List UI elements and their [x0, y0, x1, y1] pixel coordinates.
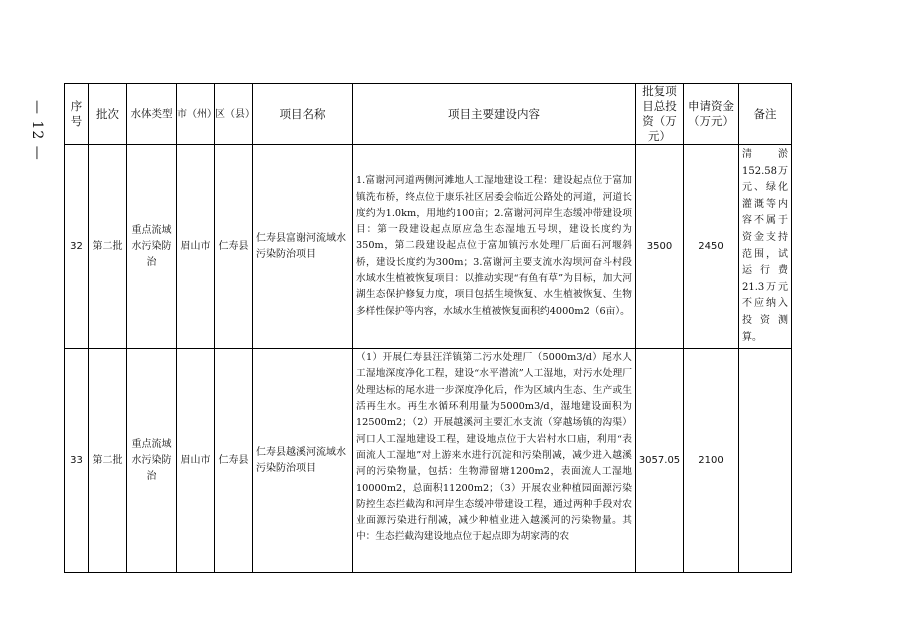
- header-remarks: 备注: [739, 84, 792, 145]
- header-batch: 批次: [89, 84, 127, 145]
- cell-seq: 33: [65, 349, 89, 573]
- cell-remarks: [739, 349, 792, 573]
- cell-county: 仁寿县: [215, 145, 253, 349]
- cell-water-type: 重点流域水污染防治: [127, 145, 177, 349]
- cell-project-name: 仁寿县富谢河流域水污染防治项目: [253, 145, 353, 349]
- page-number: — 12 —: [29, 99, 45, 161]
- cell-seq: 32: [65, 145, 89, 349]
- cell-city: 眉山市: [177, 145, 215, 349]
- header-water-type: 水体类型: [127, 84, 177, 145]
- cell-approved-investment: 3057.05: [636, 349, 684, 573]
- cell-content: 1.富谢河河道两侧河滩地人工湿地建设工程：建设起点位于富加镇洗布桥，终点位于康乐社区居委会临近公路处的河道，河道长度约为1.0km，用地约100亩；2.富谢河河岸生态缓冲带建设项目：第一段建设起点原应急生态湿地五号坝，建设长度约为350m，第二段建设起点位于富加镇污水处理厂后面石河堰斜桥，建设长度约为300m；3.富谢河主要支流水沟坝河奋斗村段水域水生植被恢复项目：以推动实现“有鱼有草”为目标，加大河湖生态保护修复力度，项目包括生境恢复、水生植被恢复、生物多样性保护等内容，水域水生植被恢复面积约4000m2（6亩）。: [353, 145, 636, 349]
- header-project-name: 项目名称: [253, 84, 353, 145]
- cell-batch: 第二批: [89, 349, 127, 573]
- cell-approved-investment: 3500: [636, 145, 684, 349]
- header-seq: 序号: [65, 84, 89, 145]
- table-header-row: [65, 84, 792, 145]
- cell-project-name: 仁寿县越溪河流域水污染防治项目: [253, 349, 353, 573]
- cell-remarks: 清淤152.58万元、绿化灌溉等内容不属于资金支持范围，试运行费21.3万元不应纳入投资测算。: [739, 145, 792, 349]
- header-approved-investment: 批复项目总投资（万元）: [636, 84, 684, 145]
- project-table: [64, 83, 792, 573]
- cell-city: 眉山市: [177, 349, 215, 573]
- header-city: 市（州）: [177, 84, 215, 145]
- header-requested-funds: 申请资金（万元）: [684, 84, 739, 145]
- cell-requested-funds: 2450: [684, 145, 739, 349]
- header-county: 区（县）: [215, 84, 253, 145]
- cell-water-type: 重点流域水污染防治: [127, 349, 177, 573]
- cell-requested-funds: 2100: [684, 349, 739, 573]
- table-row: [65, 145, 792, 349]
- cell-content-wrapper: [353, 349, 636, 573]
- header-content: 项目主要建设内容: [353, 84, 636, 145]
- cell-county: 仁寿县: [215, 349, 253, 573]
- cell-batch: 第二批: [89, 145, 127, 349]
- table-row: [65, 349, 792, 573]
- cell-content: （1）开展仁寿县汪洋镇第二污水处理厂（5000m3/d）尾水人工湿地深度净化工程，建设“水平潜流”人工湿地，对污水处理厂处理达标的尾水进一步深度净化后，作为区域内生态、生产或生活再生水。再生水循环利用量为5000m3/d，湿地建设面积为12500m2；（2）开展越溪河主要汇水支流（穿越场镇的沟渠）河口人工湿地建设工程，建设地点位于大岩村水口庙，利用“表面流人工湿地”对上游来水进行沉淀和污染削减，减少进入越溪河的污染物量，包括：生物滞留塘1200m2，表面流人工湿地10000m2，总面积11200m2；（3）开展农业种植园面源污染防控生态拦截沟和河岸生态缓冲带建设工程，通过两种手段对农业面源污染进行削减，减少种植业进入越溪河的污染物量。其中：生态拦截沟建设地点位于起点即为胡家湾的农: [356, 352, 632, 543]
